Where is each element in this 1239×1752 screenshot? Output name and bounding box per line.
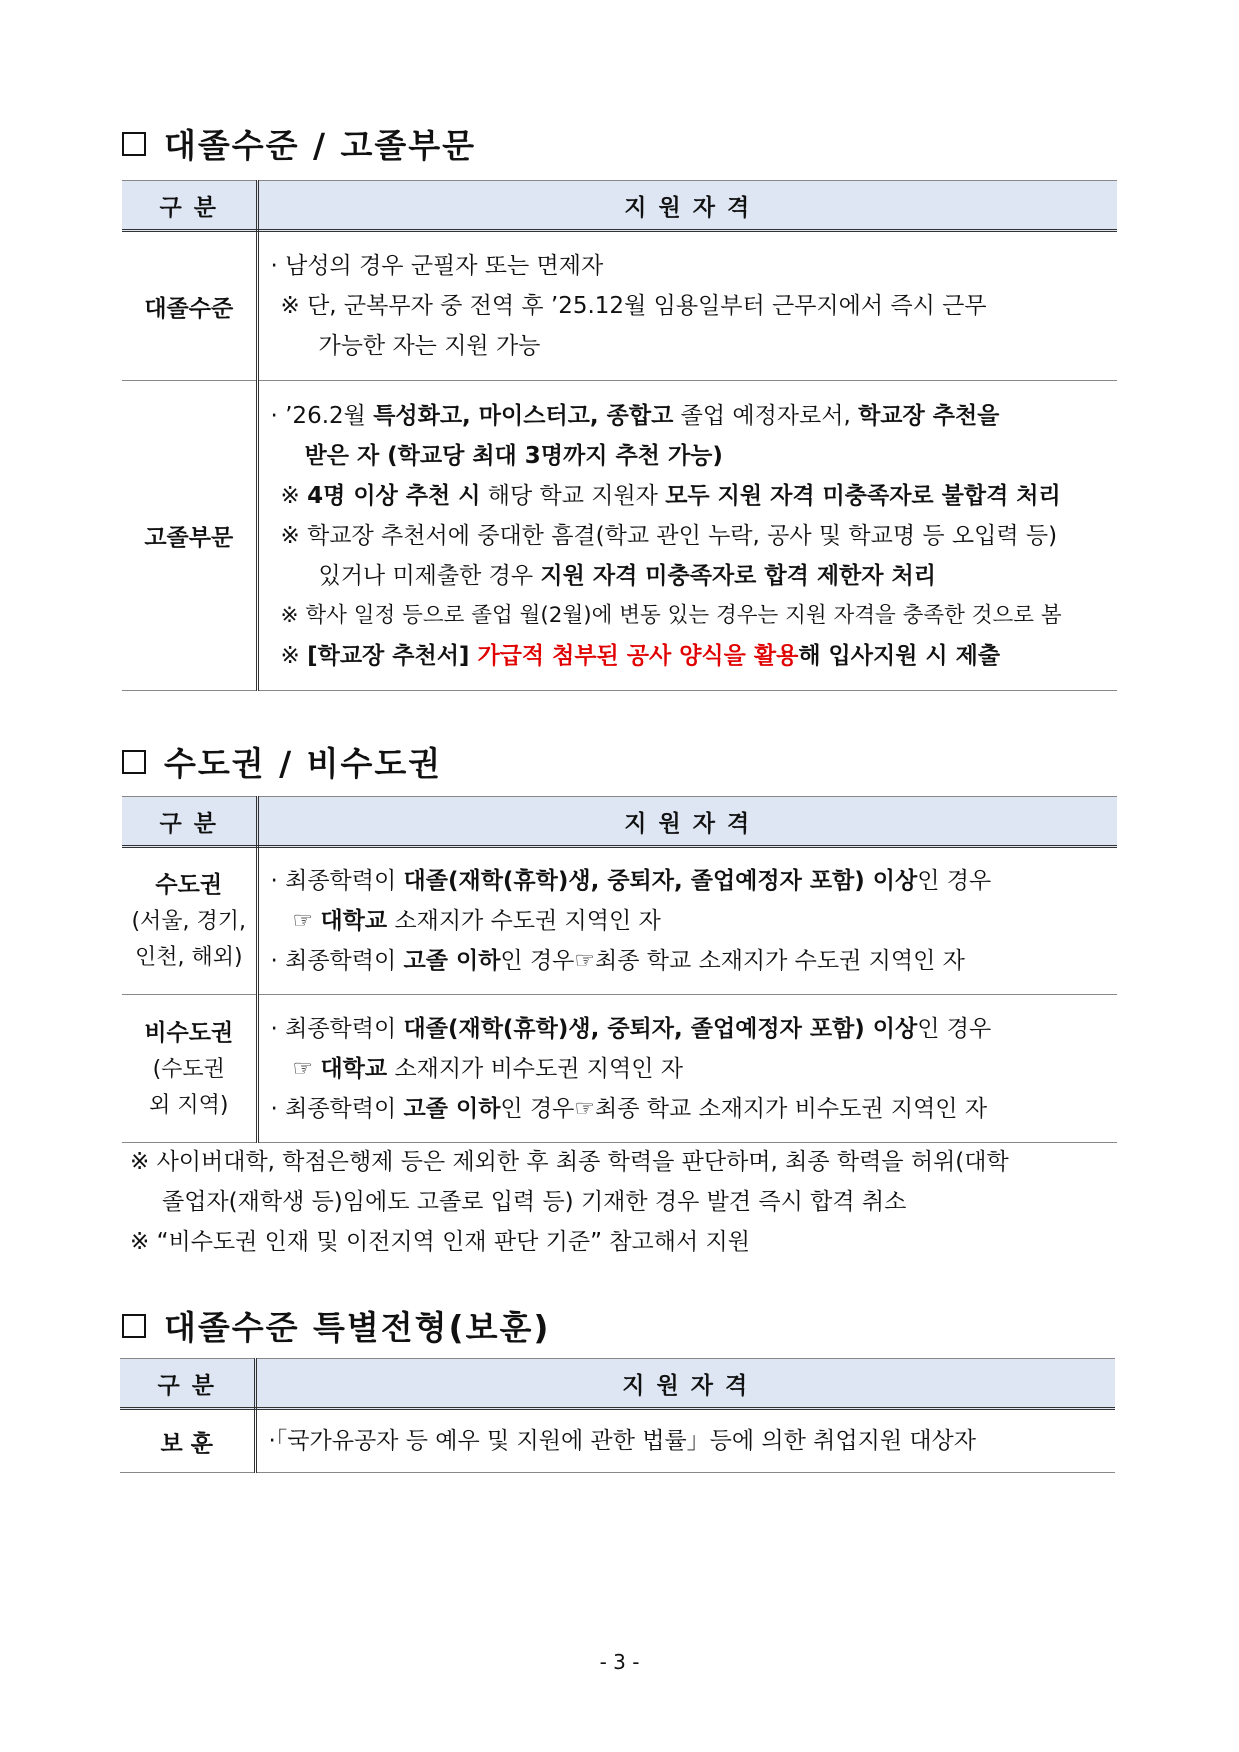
table-header-row [122,797,1117,847]
header-category: 구 분 [122,797,257,847]
text-line: · 최종학력이 고졸 이하인 경우☞최종 학교 소재지가 비수도권 지역인 자 [270,1095,988,1122]
label-sub: 인천, 해외) [134,945,243,970]
table-veterans [120,1358,1115,1473]
text-line: ☞ 대학교 소재지가 수도권 지역인 자 [292,908,661,934]
table-row [122,381,1117,691]
text-line: ※ 학사 일정 등으로 졸업 월(2월)에 변동 있는 경우는 지원 자격을 충족한 것으로 봄 [280,602,1062,628]
text-line: · 최종학력이 대졸(재학(휴학)생, 중퇴자, 졸업예정자 포함) 이상인 경우 [270,1015,992,1042]
row-label [122,847,257,995]
table-row [122,847,1117,995]
table-header-row [120,1359,1115,1409]
checkbox-square-icon [122,1314,146,1338]
row-label: 보 훈 [120,1409,255,1473]
header-qualification: 지 원 자 격 [257,181,1117,231]
table-qualification-level [122,180,1117,691]
note-line: 졸업자(재학생 등)임에도 고졸로 입력 등) 기재한 경우 발견 즉시 합격 취소 [162,1189,907,1215]
row-label: 대졸수준 [122,231,257,381]
row-content [255,1409,1115,1473]
table-region [122,796,1117,1143]
text-line: ·「국가유공자 등 예우 및 지원에 관한 법률」등에 의한 취업지원 대상자 [268,1428,976,1454]
checkbox-square-icon [122,750,146,774]
section-title-text: 대졸수준 특별전형(보훈) [164,1308,551,1347]
text-line: 받은 자 (학교당 최대 3명까지 추천 가능) [304,442,723,469]
row-content [257,995,1117,1143]
label-sub: 외 지역) [149,1092,229,1118]
row-content [257,847,1117,995]
text-line: ※ 4명 이상 추천 시 해당 학교 지원자 모두 지원 자격 미충족자로 불합격 처리 [280,482,1061,509]
note-line: ※ “비수도권 인재 및 이전지역 인재 판단 기준” 참고해서 지원 [130,1229,750,1255]
header-qualification: 지 원 자 격 [257,797,1117,847]
section-title-text: 대졸수준 / 고졸부문 [164,126,477,165]
text-line: · 최종학력이 대졸(재학(휴학)생, 중퇴자, 졸업예정자 포함) 이상인 경우 [270,868,992,894]
table-row [122,995,1117,1143]
row-label [122,995,257,1143]
label-sub: (수도권 [152,1056,225,1082]
section-title-2 [122,738,442,785]
section-title-1 [122,120,476,167]
text-line: ※ [학교장 추천서] 가급적 첨부된 공사 양식을 활용해 입사지원 시 제출 [280,642,1001,669]
section-title-3 [122,1302,550,1349]
header-category: 구 분 [120,1359,255,1409]
text-line: ※ 학교장 추천서에 중대한 흠결(학교 관인 누락, 공사 및 학교명 등 오입력 등) [280,522,1058,549]
row-content [257,381,1117,691]
checkbox-square-icon [122,132,146,156]
label-main: 수도권 [155,872,223,898]
page-number: - 3 - [599,1650,640,1674]
row-label: 고졸부문 [122,381,257,691]
text-line: 있거나 미제출한 경우 지원 자격 미충족자로 합격 제한자 처리 [318,562,936,589]
text-line: · 남성의 경우 군필자 또는 면제자 [270,253,604,279]
text-line: · 최종학력이 고졸 이하인 경우☞최종 학교 소재지가 수도권 지역인 자 [270,948,965,974]
text-line: 가능한 자는 지원 가능 [318,333,541,359]
section-title-text: 수도권 / 비수도권 [164,744,443,783]
header-qualification: 지 원 자 격 [255,1359,1115,1409]
header-category: 구 분 [122,181,257,231]
table-row [120,1409,1115,1473]
label-sub: (서울, 경기, [131,909,247,934]
text-line: · ’26.2월 특성화고, 마이스터고, 종합고 졸업 예정자로서, 학교장 추천을 [270,402,1000,429]
label-main: 비수도권 [144,1019,234,1046]
table-header-row [122,181,1117,231]
note-line: ※ 사이버대학, 학점은행제 등은 제외한 후 최종 학력을 판단하며, 최종 학력을 허위(대학 [130,1149,1009,1175]
row-content [257,231,1117,381]
text-line: ※ 단, 군복무자 중 전역 후 ’25.12월 임용일부터 근무지에서 즉시 근무 [280,293,987,319]
text-line: ☞ 대학교 소재지가 비수도권 지역인 자 [292,1055,683,1082]
table-row [122,231,1117,381]
